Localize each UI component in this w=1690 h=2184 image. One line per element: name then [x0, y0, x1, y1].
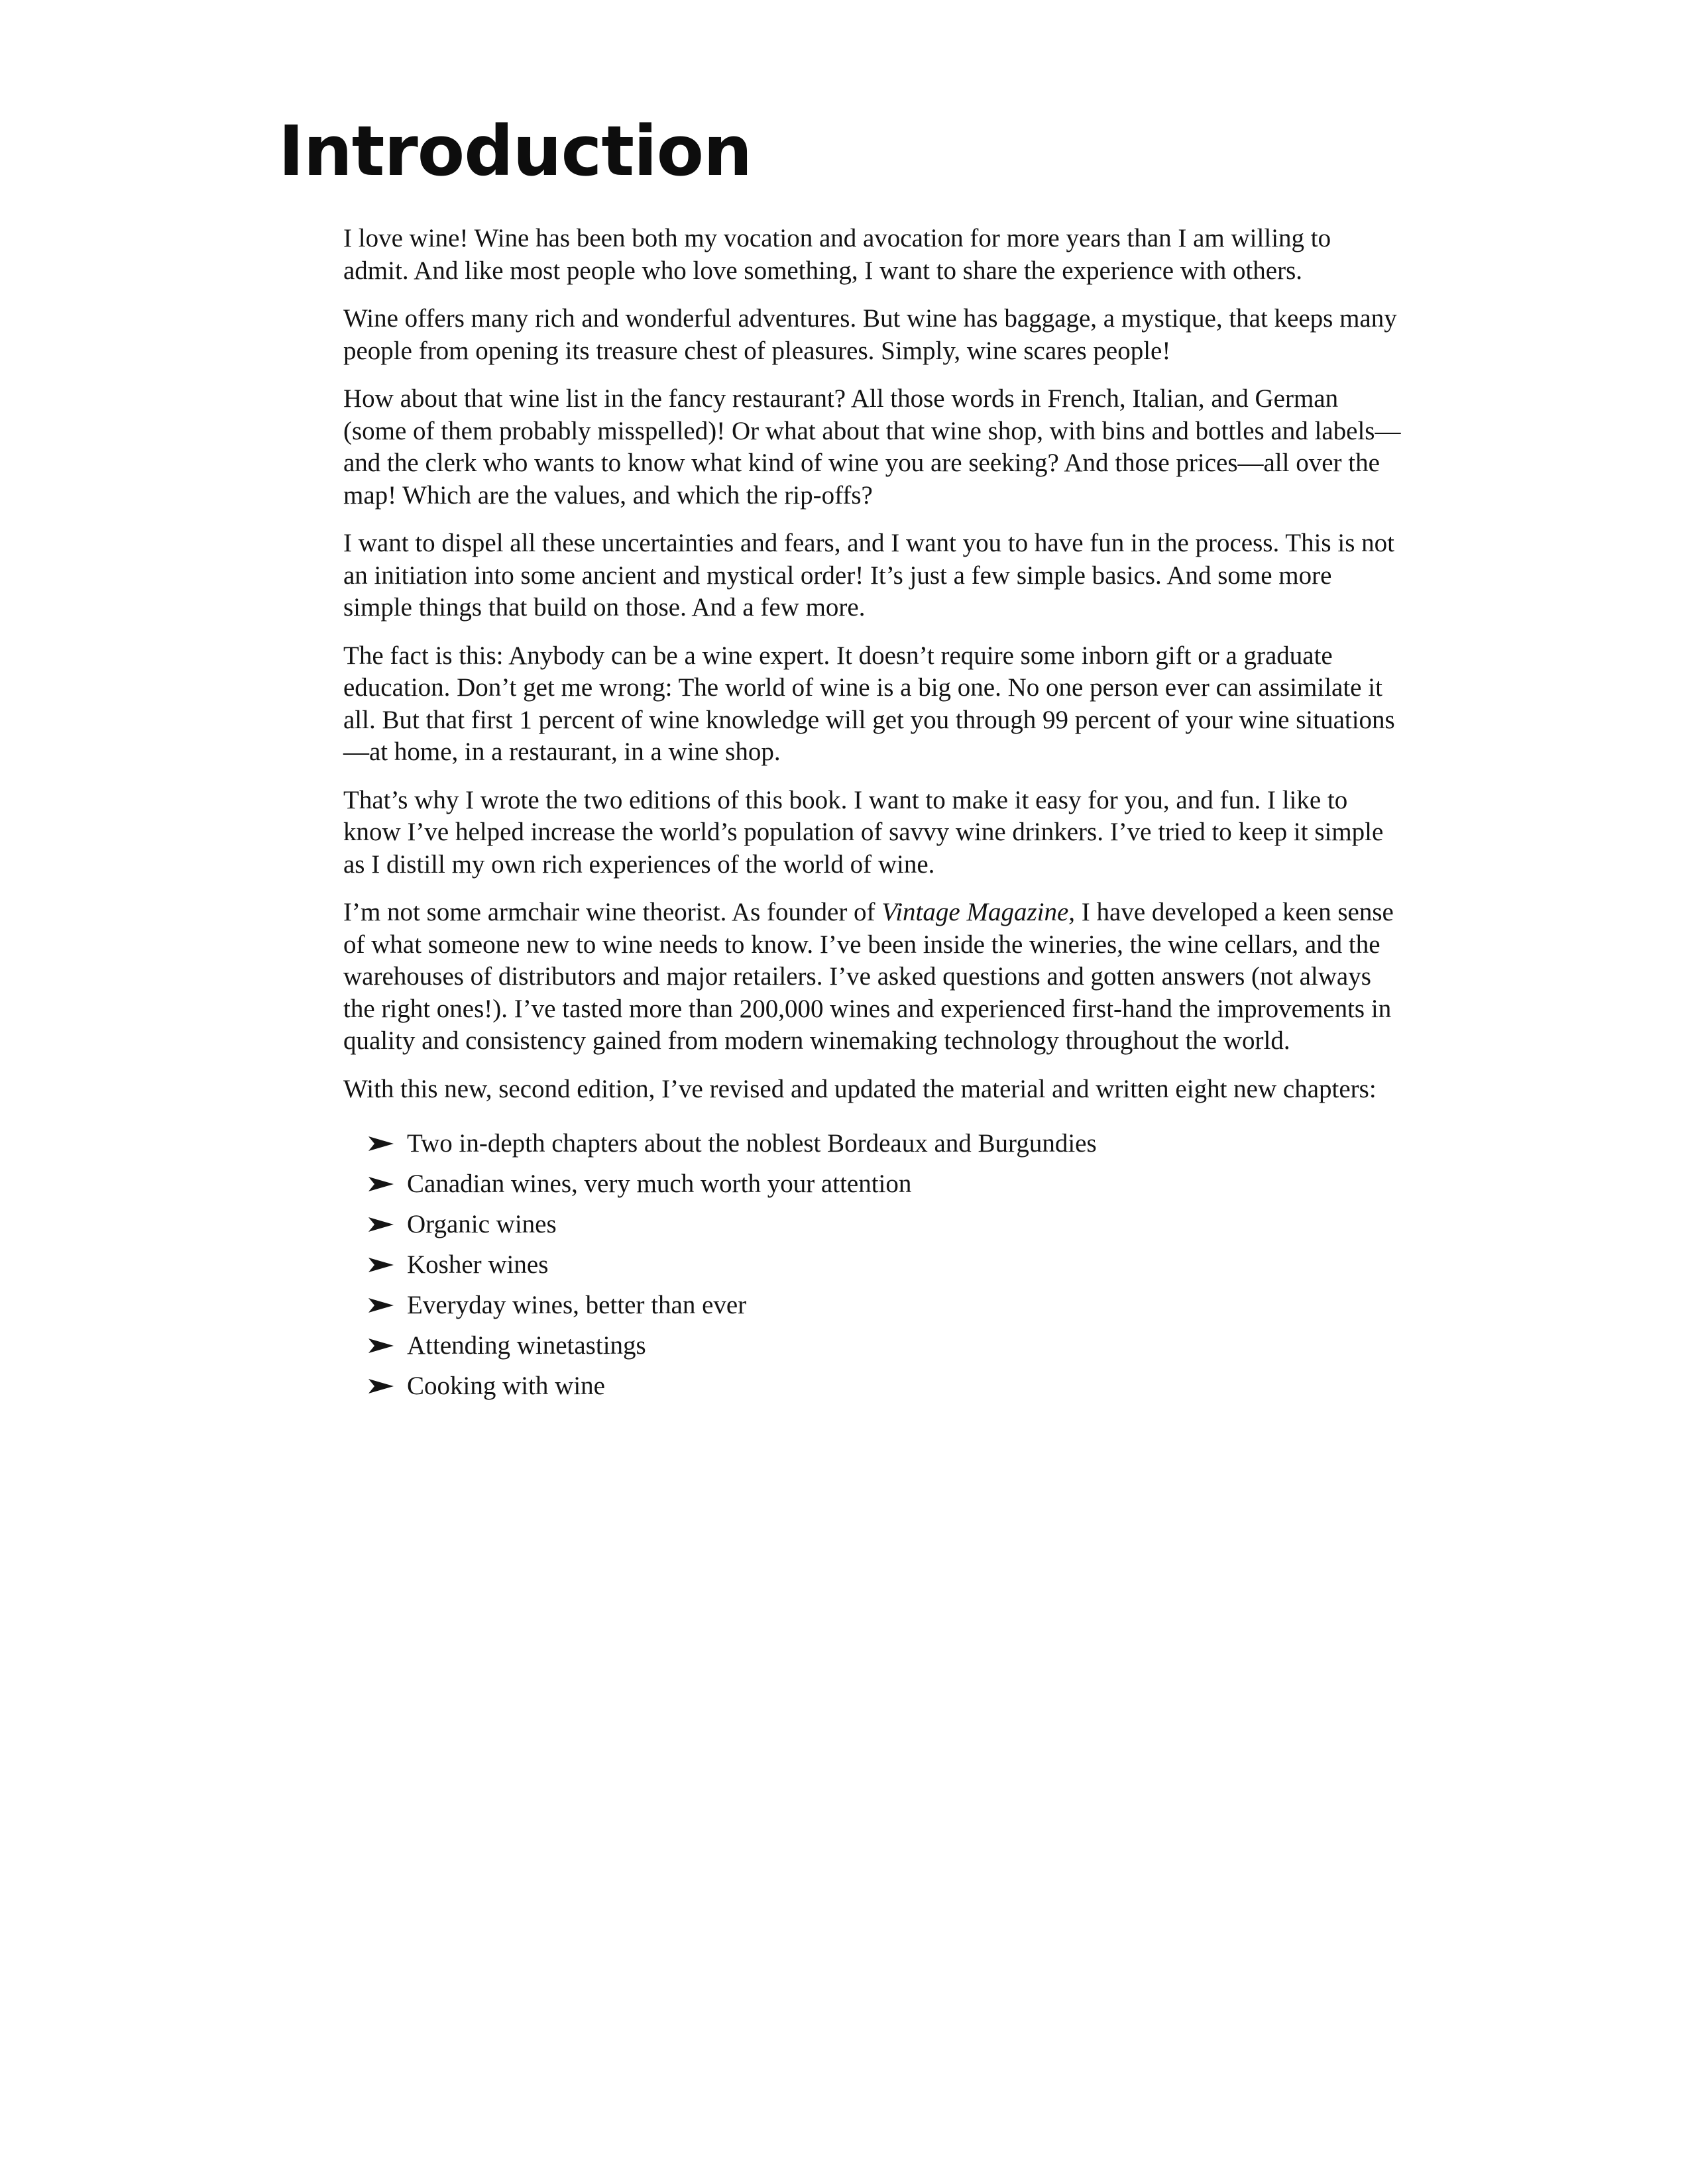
list-item: [343, 1370, 1401, 1411]
arrowhead-bullet-icon: [368, 1379, 394, 1393]
arrowhead-bullet-icon: [368, 1136, 394, 1151]
list-item: [343, 1330, 1401, 1370]
list-item-text: Attending winetastings: [407, 1331, 646, 1360]
list-item: [343, 1249, 1401, 1289]
list-item-text: Organic wines: [407, 1210, 557, 1238]
paragraph-text: I’m not some armchair wine theorist. As founder of: [343, 898, 882, 926]
list-item-text: Cooking with wine: [407, 1372, 605, 1400]
magazine-title: Vintage Magazine,: [881, 898, 1076, 926]
body-text: [343, 223, 1401, 1411]
list-lead: With this new, second edition, I’ve revised and updated the material and written eight new chapters:: [343, 1074, 1377, 1103]
arrowhead-bullet-icon: [368, 1258, 394, 1272]
paragraph-founder: [343, 897, 1401, 1058]
paragraph: Wine offers many rich and wonderful adventures. But wine has baggage, a mystique, that keeps many people from opening its treasure chest of pleasures. Simply, wine scares people!: [343, 304, 1397, 365]
arrowhead-bullet-icon: [368, 1298, 394, 1313]
paragraph: I want to dispel all these uncertainties and fears, and I want you to have fun in the process. This is not an initiation into some ancient and mystical order! It’s just a few simple basics. And some more simple things that build on those. And a few more.: [343, 529, 1394, 622]
list-item-text: Canadian wines, very much worth your attention: [407, 1170, 912, 1198]
list-item-text: Everyday wines, better than ever: [407, 1291, 747, 1319]
arrowhead-bullet-icon: [368, 1177, 394, 1191]
paragraph: I love wine! Wine has been both my vocation and avocation for more years than I am willing to admit. And like most people who love something, I want to share the experience with others.: [343, 224, 1331, 285]
paragraph: How about that wine list in the fancy restaurant? All those words in French, Italian, and German (some of them probably misspelled)! Or what about that wine shop, with bins and bottles and labels—and the clerk who wants to know what kind of wine you are seeking? And those prices—all over the map! Which are the values, and which the rip-offs?: [343, 384, 1401, 510]
paragraph-text: I have developed a keen sense of what someone new to wine needs to know. I’ve been inside the wineries, the wine cellars, and the warehouses of distributors and major retailers. I’ve asked questions and gotten answers (not always the right ones!). I’ve tasted more than 200,000 wines and experienced first-hand the improvements in quality and consistency gained from modern winemaking technology throughout the world.: [343, 898, 1394, 1055]
paragraph: That’s why I wrote the two editions of this book. I want to make it easy for you, and fun. I like to know I’ve helped increase the world’s population of savvy wine drinkers. I’ve tried to keep it simple as I distill my own rich experiences of the world of wine.: [343, 785, 1384, 879]
page-title: Introduction: [278, 111, 752, 191]
list-item-text: Kosher wines: [407, 1250, 549, 1279]
list-item-text: Two in-depth chapters about the noblest Bordeaux and Burgundies: [407, 1129, 1097, 1158]
new-chapters-list: [343, 1128, 1401, 1411]
list-item: [343, 1209, 1401, 1249]
arrowhead-bullet-icon: [368, 1338, 394, 1353]
list-item: [343, 1289, 1401, 1330]
list-item: [343, 1128, 1401, 1168]
paragraph: The fact is this: Anybody can be a wine expert. It doesn’t require some inborn gift or a graduate education. Don’t get me wrong: The world of wine is a big one. No one person ever can assimilate it all. But that first 1 percent of wine knowledge will get you through 99 percent of your wine situations—at home, in a restaurant, in a wine shop.: [343, 641, 1395, 766]
list-item: [343, 1168, 1401, 1209]
arrowhead-bullet-icon: [368, 1217, 394, 1232]
